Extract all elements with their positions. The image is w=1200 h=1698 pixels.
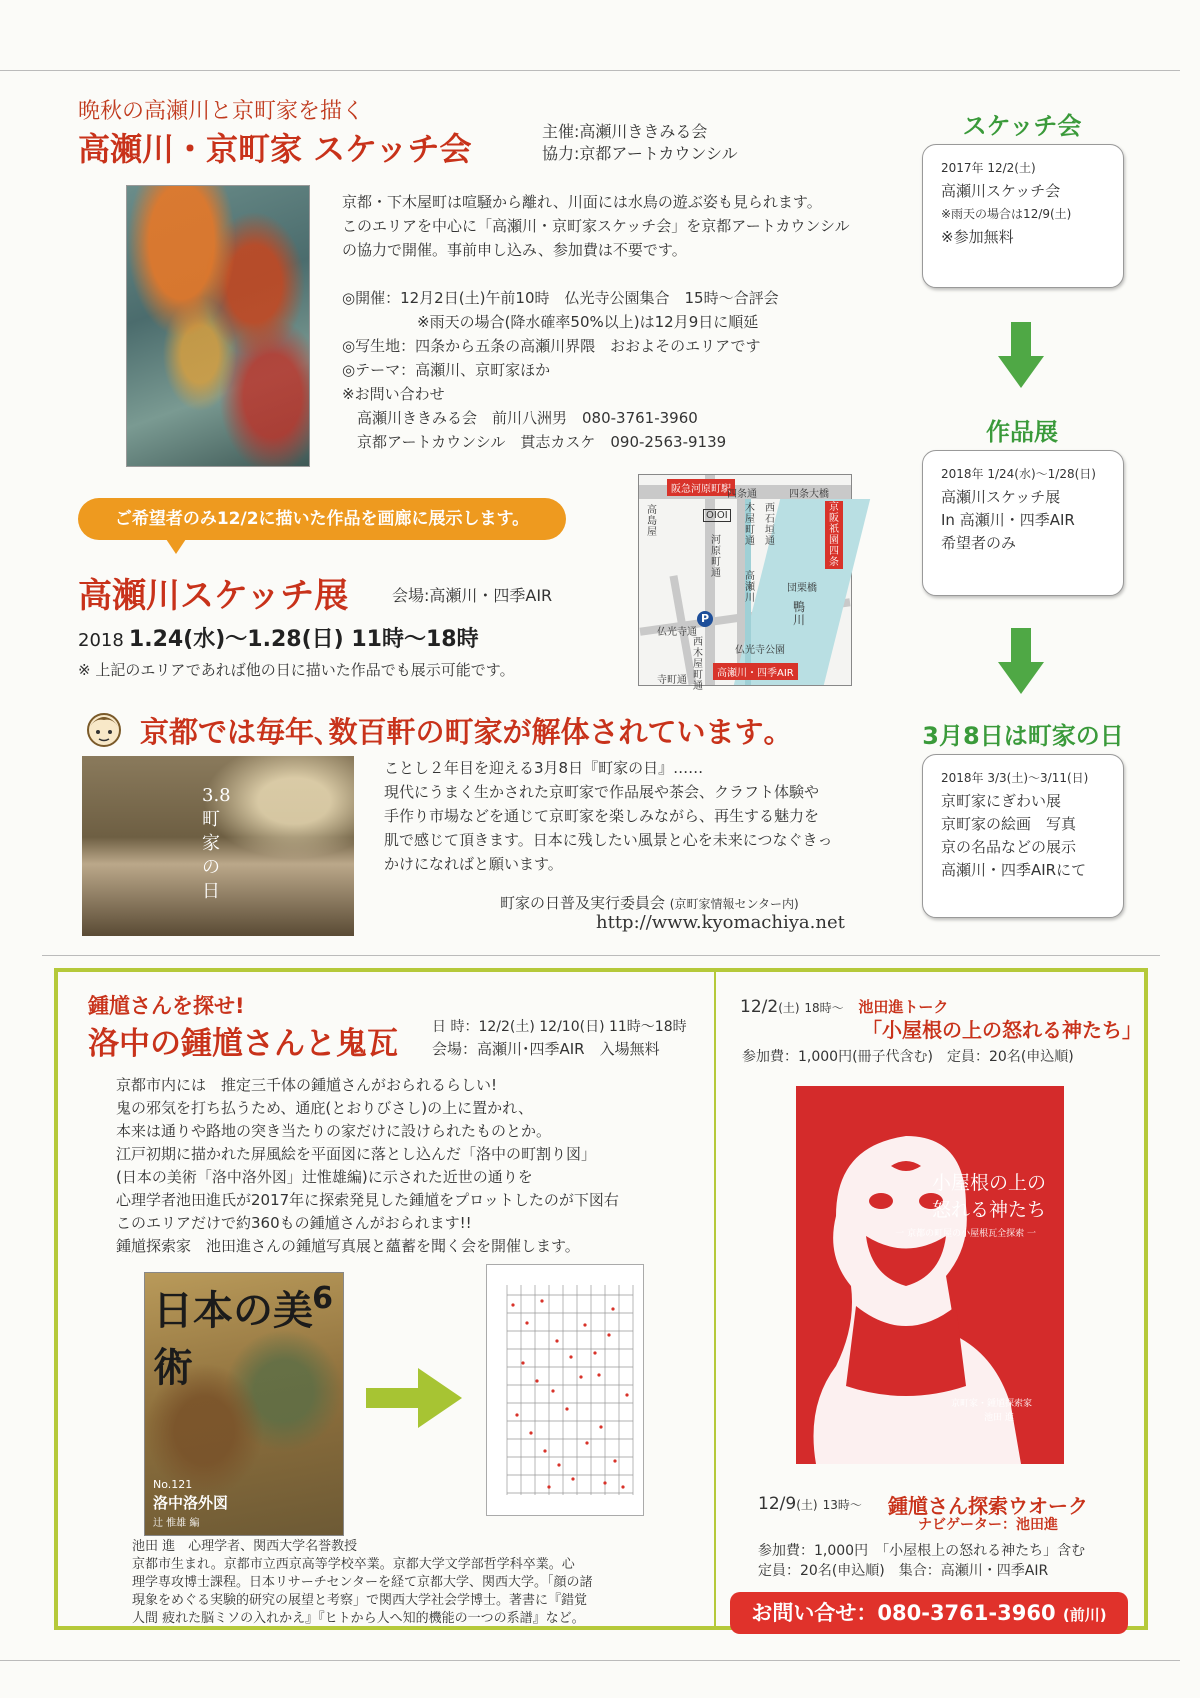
sketch-line: ※雨天の場合(降水確率50%以上)は12月9日に順延: [342, 313, 759, 331]
bio-line: 人間 疲れた脳ミソの入れかえ』『ヒトから人へ知的機能の一つの系譜』など。: [132, 1611, 585, 1626]
machiya-line: ことし２年目を迎える3月8日『町家の日』……: [384, 759, 704, 777]
flow-down-arrow-icon: [998, 322, 1044, 388]
map-kamo-label: 鴨川: [793, 600, 806, 627]
book-subtitle: 洛中洛外図: [153, 1494, 229, 1512]
bio-line: 京都市生まれ。京都市立西京高等学校卒業。京都大学文学部哲学科卒業。心: [132, 1557, 575, 1572]
walk-header: [758, 1494, 862, 1514]
cover-author-role: 京町家・鍾馗探索家: [950, 1399, 1032, 1409]
cover-author: 池田 進: [984, 1413, 1014, 1423]
map-parking-icon: P: [697, 611, 713, 627]
machiya-line: 現代にうまく生かされた京町家で作品展や茶会、クラフト体験や: [384, 783, 820, 801]
top-divider: [0, 70, 1180, 71]
sketch-line: 京都アートカウンシル 貫志カスケ 090-2563-9139: [342, 433, 727, 451]
sketch-organizer: 主催:高瀬川ききみる会: [542, 122, 708, 141]
sketch-title: 高瀬川・京町家 スケッチ会: [78, 130, 472, 168]
flow-box-line: 2017年 12/2(土): [941, 161, 1036, 175]
talk-date: 12/2: [740, 997, 779, 1017]
shoki-line: (日本の美術「洛中洛外図」辻惟雄編)に示された近世の通りを: [116, 1168, 533, 1186]
exhibit-year: 2018: [78, 630, 124, 651]
committee-sub: (京町家情報センター内): [669, 897, 799, 911]
map-shijo-label: 四条通: [727, 489, 757, 500]
committee-name: 町家の日普及実行委員会: [500, 894, 666, 912]
flow-down-arrow-icon: [998, 628, 1044, 694]
map-kawaramachi-label: 河原町通: [711, 535, 721, 579]
map-keihan-label: 京阪祇園四条: [825, 501, 843, 569]
shoki-line: 京都市内には 推定三千体の鍾馗さんがおられるらしい!: [116, 1076, 498, 1094]
talk-title: 「小屋根の上の怒れる神たち」: [862, 1018, 1142, 1042]
angry-gods-book-cover: [796, 1086, 1064, 1464]
machiya-committee: [500, 892, 799, 913]
flow-box-line: 2018年 1/24(水)～1/28(日): [941, 467, 1096, 481]
machiya-line: 肌で感じて頂きます。日本に残したい風景と心を未来につなぐきっ: [384, 831, 833, 849]
map-nishikiya-label: 西木屋町通: [693, 637, 703, 692]
shoki-line: 心理学者池田進氏が2017年に探索発見した鍾馗をプロットしたのが下図右: [116, 1191, 619, 1209]
sketch-line: ※お問い合わせ: [342, 385, 445, 403]
exhibit-note: ※ 上記のエリアであれば他の日に描いた作品でも展示可能です。: [78, 661, 515, 679]
map-takashimaya-label: 高島屋: [647, 505, 657, 538]
shoki-subtitle: 鍾馗さんを探せ!: [88, 994, 245, 1018]
character-face-icon: [84, 708, 124, 748]
map-takase-label: 高瀬川: [745, 571, 755, 604]
book-title: 日本の美術: [153, 1287, 313, 1391]
cover-subtitle: 一 京都の町屋の小屋根瓦全探索 一: [895, 1229, 1036, 1239]
talk-label: 池田進トーク: [858, 998, 949, 1016]
machiya-line: かけになればと願います。: [384, 855, 563, 873]
sketch-cooperation: 協力:京都アートカウンシル: [542, 144, 738, 163]
sketch-line: ◎写生地：四条から五条の高瀬川界隈 おおよそのエリアです: [342, 337, 761, 355]
flow-heading-sketch: スケッチ会: [962, 112, 1082, 140]
map-shijo-bridge-label: 四条大橋: [789, 489, 829, 500]
exhibit-banner: ご希望者のみ12/2に描いた作品を画廊に展示します。: [78, 498, 566, 540]
shoki-datetime: 日 時：12/2(土) 12/10(日) 11時～18時: [432, 1019, 687, 1035]
map-park-label: 仏光寺公園: [735, 645, 785, 656]
rakuchu-grid-map: [486, 1264, 644, 1516]
flow-heading-machiya-day: 3月8日は町家の日: [922, 722, 1124, 750]
contact-name: (前川): [1062, 1606, 1107, 1624]
bio-line: 現象をめぐる実験的研究の展望と考察」で関西大学社会学博士。著書に『錯覚: [132, 1593, 588, 1608]
machiya-headline: 京都では毎年､数百軒の町家が解体されています｡: [140, 715, 779, 749]
map-oioi-label: OIOI: [703, 509, 731, 522]
machiya-body: [384, 756, 884, 876]
flow-box-line: 高瀬川スケッチ会: [941, 182, 1061, 200]
flow-box-line: 高瀬川・四季AIRにて: [941, 861, 1087, 879]
map-danchi-label: 団栗橋: [787, 583, 817, 594]
flow-box-line: 高瀬川スケッチ展: [941, 488, 1061, 506]
sketch-line: ◎開催：12月2日(土)午前10時 仏光寺公園集合 15時～合評会: [342, 289, 779, 307]
contact-phone: お問い合せ：080-3761-3960: [751, 1601, 1056, 1625]
shoki-venue: 会場：高瀬川･四季AIR 入場無料: [432, 1040, 660, 1058]
book-number: No.121: [153, 1478, 193, 1491]
flow-box-line: In 高瀬川・四季AIR: [941, 511, 1075, 529]
flow-box-line: 京町家にぎわい展: [941, 792, 1062, 810]
book-issue: 6: [312, 1281, 333, 1316]
exhibit-dates: [78, 622, 479, 653]
flow-heading-exhibit: 作品展: [986, 418, 1058, 446]
walk-title: 鍾馗さん探索ウオーク: [888, 1494, 1088, 1518]
exhibit-venue: 会場:高瀬川・四季AIR: [392, 586, 553, 605]
map-bukkoji-label: 仏光寺通: [657, 627, 697, 638]
machiya-url[interactable]: http://www.kyomachiya.net: [596, 912, 845, 933]
sketch-line: 京都・下木屋町は喧騒から離れ、川面には水鳥の遊ぶ姿も見られます。: [342, 193, 822, 211]
autumn-leaves-photo: [126, 185, 310, 467]
flow-box-line: 京町家の絵画 写真: [941, 815, 1077, 833]
sketch-line: [342, 262, 862, 286]
area-map: [638, 474, 852, 692]
walk-time: 13時～: [822, 1498, 862, 1512]
shoki-line: 江戸初期に描かれた屏風絵を平面図に落とし込んだ「洛中の町割り図」: [116, 1145, 597, 1163]
shoki-title: 洛中の鍾馗さんと鬼瓦: [88, 1026, 398, 1062]
talk-day: (土): [778, 1001, 800, 1015]
exhibit-title: 高瀬川スケッチ展: [78, 576, 349, 616]
shoki-line: 鍾馗探索家 池田進さんの鍾馗写真展と蘊蓄を聞く会を開催します。: [116, 1237, 580, 1255]
flow-box-line: 京の名品などの展示: [941, 838, 1077, 856]
talk-time: 18時～: [804, 1001, 844, 1015]
walk-capacity: 定員：20名(申込順) 集合：高瀬川・四季AIR: [758, 1563, 1049, 1579]
shoki-line: 鬼の邪気を打ち払うため、通庇(とおりびさし)の上に置かれ、: [116, 1099, 534, 1117]
section-split-line: [714, 972, 716, 1626]
ikeda-bio: [132, 1538, 702, 1628]
sketch-line: 高瀬川ききみる会 前川八洲男 080-3761-3960: [342, 409, 698, 427]
map-air-label: 高瀬川・四季AIR: [713, 663, 798, 680]
flow-box-line: ※雨天の場合は12/9(土): [941, 207, 1072, 221]
bio-line: 理学専攻博士課程。日本リサーチセンターを経て京都大学、関西大学。「顔の諸: [132, 1575, 593, 1590]
grid-map-drawing: [487, 1265, 643, 1515]
map-nishi-ishigaki-label: 西石垣通: [765, 503, 775, 547]
book-author: 辻 惟雄 編: [153, 1518, 200, 1529]
middle-divider: [42, 955, 1160, 956]
shoki-line: このエリアだけで約360もの鍾馗さんがおられます!!: [116, 1214, 472, 1232]
sketch-line: ◎テーマ：高瀬川、京町家ほか: [342, 361, 551, 379]
walk-day: (土): [796, 1498, 818, 1512]
map-station-label: 阪急河原町駅: [667, 479, 735, 496]
right-arrow-icon: [366, 1368, 462, 1428]
cover-title: 小屋根の上の 怒れる神たち: [931, 1172, 1046, 1221]
map-kiyamachi-label: 木屋町通: [745, 503, 755, 547]
flow-box-exhibit: [922, 450, 1124, 596]
flow-box-line: 希望者のみ: [941, 534, 1017, 552]
contact-bar[interactable]: [730, 1592, 1128, 1634]
walk-fee: 参加費：1,000円 「小屋根上の怒れる神たち」含む: [758, 1543, 1086, 1559]
shoki-line: 本来は通りや路地の突き当たりの家だけに設けられたものとか。: [116, 1122, 552, 1140]
walk-navigator: ナビゲーター：池田進: [918, 1517, 1058, 1533]
talk-fee: 参加費：1,000円(冊子代含む) 定員：20名(申込順): [742, 1049, 1074, 1065]
bio-line: 池田 進 心理学者、関西大学名誉教授: [132, 1539, 358, 1554]
machiya-line: 手作り市場などを通じて京町家を楽しみながら、再生する魅力を: [384, 807, 820, 825]
flow-box-line: 2018年 3/3(土)～3/11(日): [941, 771, 1089, 785]
flow-box-machiya-day: [922, 754, 1124, 918]
flow-box-sketch: [922, 144, 1124, 288]
map-gojo-label: 寺町通: [657, 675, 687, 686]
sketch-line: の協力で開催。事前申し込み、参加費は不要です。: [342, 241, 687, 259]
exhibit-date-range: 1.24(水)～1.28(日) 11時～18時: [128, 627, 479, 652]
sketch-body: [342, 190, 862, 454]
machiya-room-photo: [82, 756, 354, 936]
nihon-no-bijutsu-cover: [144, 1272, 344, 1536]
sketch-subtitle: 晩秋の高瀬川と京町家を描く: [78, 99, 365, 124]
shoki-body: [116, 1074, 706, 1258]
walk-date: 12/9: [758, 1494, 797, 1514]
bottom-divider: [0, 1660, 1180, 1661]
sketch-line: このエリアを中心に「高瀬川・京町家スケッチ会」を京都アートカウンシル: [342, 217, 850, 235]
flow-box-line: ※参加無料: [941, 228, 1014, 246]
machiya-photo-text: 3.8 町家の日: [202, 785, 231, 902]
